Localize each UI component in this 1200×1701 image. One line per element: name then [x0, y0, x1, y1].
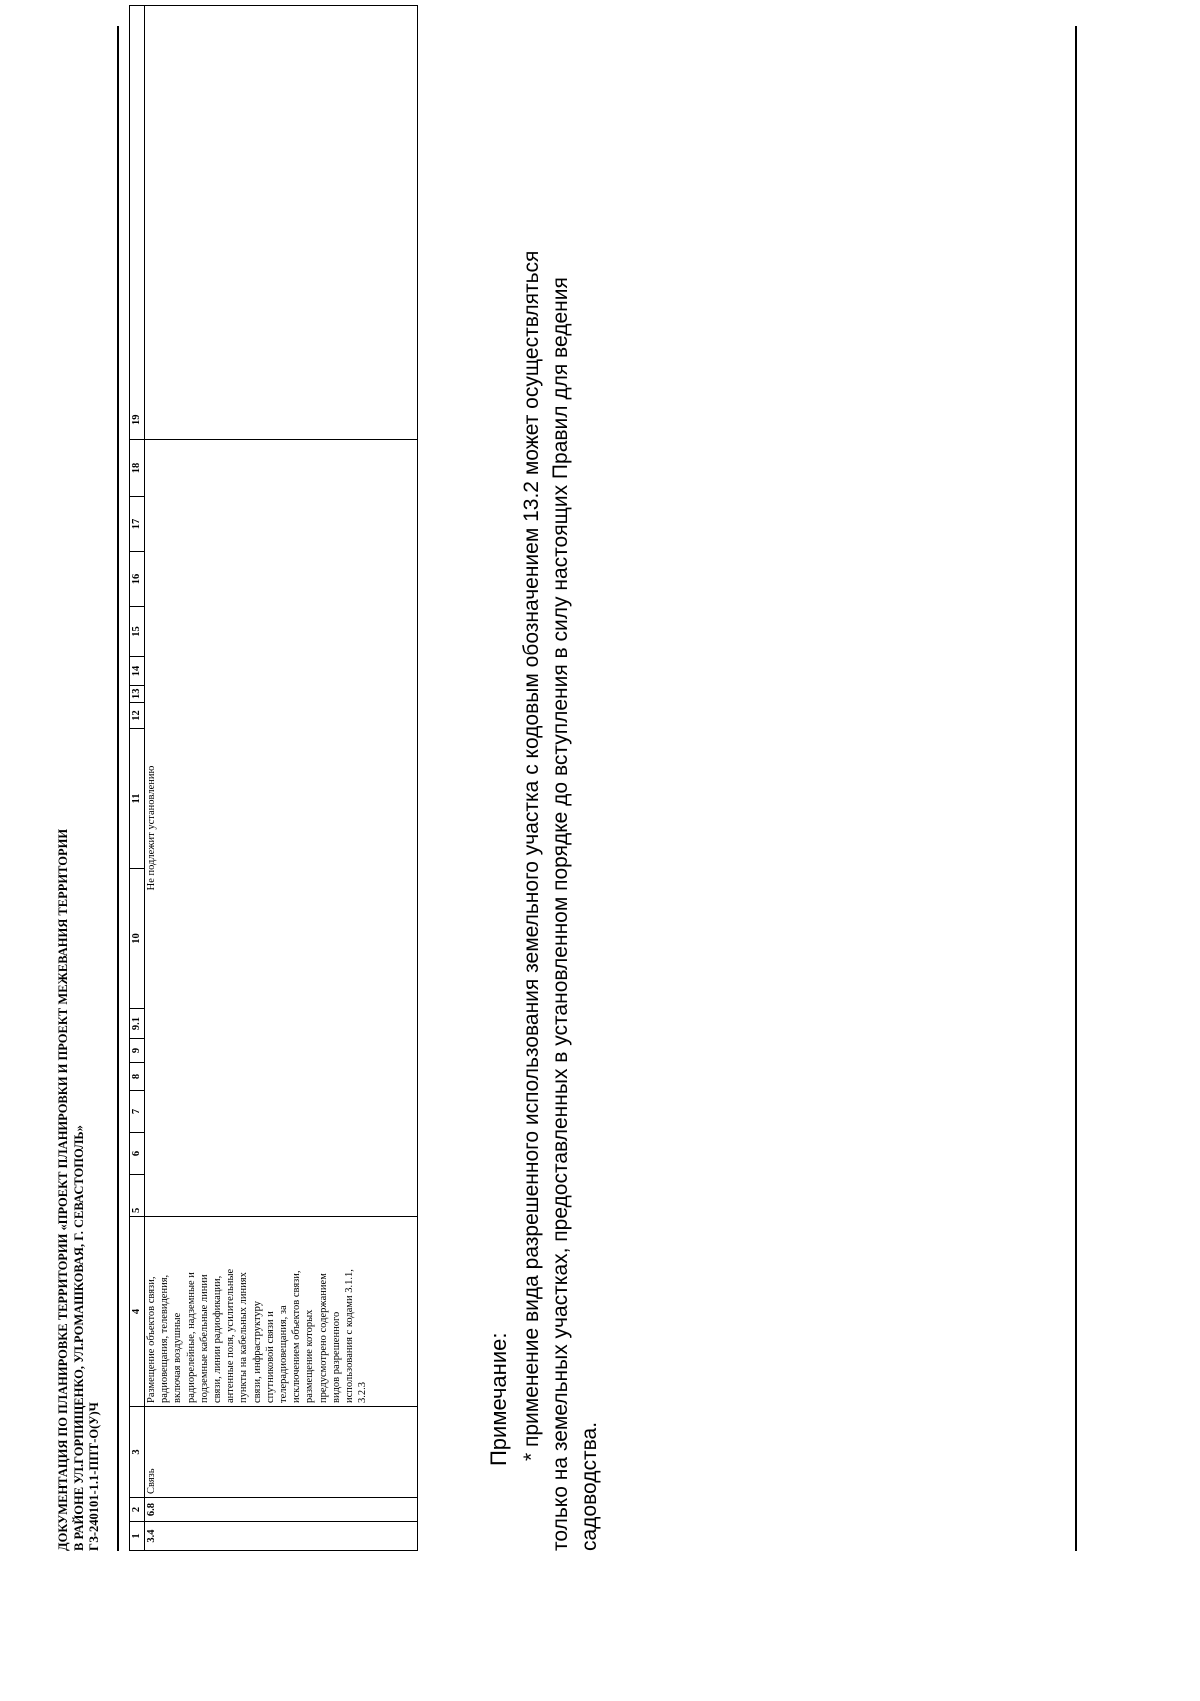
note-line: только на земельных участках, предоставленных в установленном порядке до вступления в силу настоящих Правил для ведения: [549, 277, 572, 1551]
column-header: 9: [130, 1039, 145, 1063]
column-header: 5: [130, 1175, 145, 1217]
column-header: 8: [130, 1063, 145, 1091]
cell-col3: Связь: [145, 1407, 418, 1498]
merged-cell-not-applicable: Не подлежит установлению: [145, 440, 418, 1217]
description-line: пункты на кабельных линиях: [238, 1272, 250, 1403]
header-title-line-2: В РАЙОНЕ УЛ.ГОРПИЩЕНКО, УЛ.РОМАШКОВАЯ, Г. СЕВАСТОПОЛЬ»: [71, 1125, 86, 1551]
note-line: * применение вида разрешенного использования земельного участка с кодовым обозначением 13.2 может осуществляться: [520, 250, 543, 1461]
description-line: спутниковой связи и: [264, 1311, 276, 1403]
cell-col4-description: [145, 1217, 418, 1407]
column-header: 1: [130, 1522, 145, 1551]
description-line: исключением объектов связи,: [291, 1270, 303, 1403]
column-header: 6: [130, 1133, 145, 1175]
column-header: 18: [130, 440, 145, 497]
cell-col1: 3.4: [145, 1522, 418, 1551]
column-header: 9.1: [130, 1009, 145, 1039]
description-line: предусмотрено содержанием: [317, 1273, 329, 1403]
description-line: радиорелейные, надземные и: [185, 1272, 197, 1403]
column-header: 7: [130, 1091, 145, 1133]
footnote: [485, 41, 604, 1551]
column-header: 3: [130, 1407, 145, 1498]
column-header: 10: [130, 869, 145, 1009]
cell-col2: 6.8: [145, 1498, 418, 1522]
description-line: телерадиовещания, за: [278, 1305, 290, 1403]
column-header: 14: [130, 657, 145, 686]
table-row: [145, 6, 418, 1551]
note-title: Примечание:: [486, 1332, 511, 1466]
column-header: 15: [130, 607, 145, 657]
description-line: радиовещания, телевидения,: [159, 1274, 171, 1403]
document-code: ГЗ-240101-1.1-ППТ-О(У)Ч: [87, 1402, 101, 1551]
description-line: 3.2.3: [357, 1382, 369, 1403]
column-header: 17: [130, 497, 145, 552]
description-line: Размещение объектов связи,: [146, 1276, 157, 1403]
header-divider: [117, 26, 119, 1551]
bottom-divider: [1075, 26, 1077, 1551]
document-header: [56, 829, 103, 1551]
description-line: размещение которых: [304, 1309, 316, 1403]
description-line: видов разрешенного: [330, 1311, 342, 1403]
column-header: 13: [130, 686, 145, 703]
column-header: 2: [130, 1498, 145, 1522]
column-header: 16: [130, 552, 145, 607]
column-header: 19: [130, 6, 145, 440]
table-header-row: [130, 6, 145, 1551]
column-header: 12: [130, 703, 145, 729]
column-header: 4: [130, 1217, 145, 1407]
column-header: 11: [130, 729, 145, 869]
description-line: включая воздушные: [172, 1312, 184, 1403]
header-title-line-1: ДОКУМЕНТАЦИЯ ПО ПЛАНИРОВКЕ ТЕРРИТОРИИ «ПРОЕКТ ПЛАНИРОВКИ И ПРОЕКТ МЕЖЕВАНИЯ ТЕРРИТОРИИ: [56, 828, 70, 1551]
description-line: связи, линии радиофикации,: [212, 1275, 224, 1403]
description-line: антенные поля, усилительные: [225, 1268, 237, 1403]
description-line: использования с кодами 3.1.1,: [344, 1269, 356, 1403]
regulations-table: [129, 5, 418, 1551]
cell-col19: [145, 6, 418, 440]
note-line: садоводства.: [578, 1421, 601, 1551]
description-line: подземные кабельные линии: [198, 1274, 210, 1403]
description-line: связи, инфраструктуру: [251, 1300, 263, 1403]
